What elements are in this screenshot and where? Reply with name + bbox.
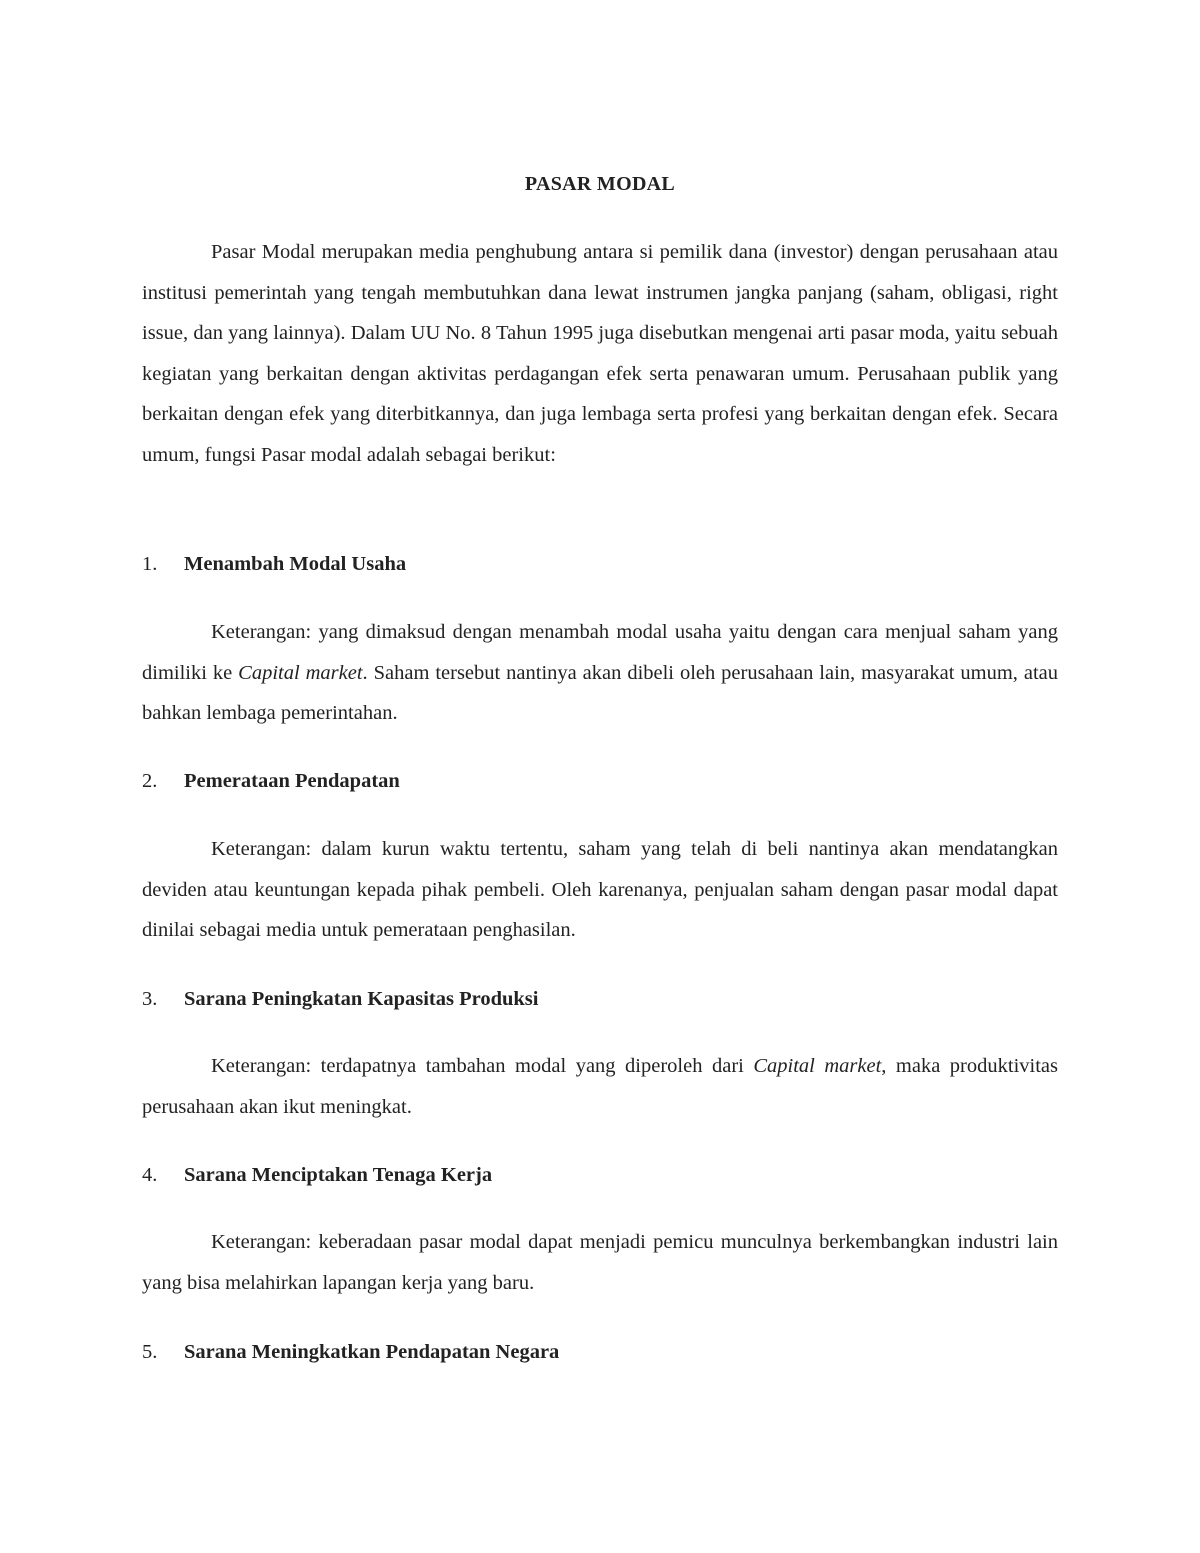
list-item-description-4 — [142, 1222, 1058, 1303]
list-item-title: Pemerataan Pendapatan — [184, 770, 400, 792]
description-italic-text: Capital market — [238, 661, 363, 684]
description-italic-text: Capital market — [753, 1055, 882, 1077]
list-item-heading-5 — [142, 1338, 1058, 1366]
description-text: , maka produktivitas perusahaan akan ikut meningkat. — [142, 1055, 1058, 1118]
document-title: PASAR MODAL — [524, 173, 676, 195]
list-item-number: 4. — [142, 1164, 158, 1186]
list-item-number: 5. — [142, 1341, 158, 1363]
list-item-heading-2 — [142, 767, 1058, 795]
list-item-title: Sarana Peningkatan Kapasitas Produksi — [184, 988, 539, 1010]
list-item-description-2 — [142, 829, 1058, 951]
description-text: Keterangan: keberadaan pasar modal dapat menjadi pemicu munculnya berkembangkan industri lain yang bisa melahirkan lapangan kerja yang baru. — [142, 1231, 1058, 1294]
list-item-description-1 — [142, 612, 1058, 734]
description-text: Keterangan: dalam kurun waktu tertentu, saham yang telah di beli nantinya akan mendatangkan deviden atau keuntungan kepada pihak pembeli. Oleh karenanya, penjualan saham dengan pasar modal dapat dinilai sebagai media untuk pemerataan penghasilan. — [142, 838, 1058, 942]
list-item-number: 1. — [142, 553, 158, 575]
list-item-number: 3. — [142, 988, 158, 1010]
intro-paragraph: Pasar Modal merupakan media penghubung antara si pemilik dana (investor) dengan perusahaan atau institusi pemerintah yang tengah membutuhkan dana lewat instrumen jangka panjang (saham, obligasi, right issue, dan yang lainnya). Dalam UU No. 8 Tahun 1995 juga disebutkan mengenai arti pasar moda, yaitu sebuah kegiatan yang berkaitan dengan aktivitas perdagangan efek serta penawaran umum. Perusahaan publik yang berkaitan dengan efek yang diterbitkannya, dan juga lembaga serta profesi yang berkaitan dengan efek. Secara umum, fungsi Pasar modal adalah sebagai berikut: — [142, 241, 1058, 466]
list-item-heading-4 — [142, 1161, 1058, 1189]
list-item-title: Sarana Menciptakan Tenaga Kerja — [184, 1164, 493, 1186]
list-item-heading-3 — [142, 985, 1058, 1013]
list-item-heading-1 — [142, 550, 1058, 578]
list-item-description-3 — [142, 1046, 1058, 1127]
description-text: Keterangan: terdapatnya tambahan modal yang diperoleh dari — [211, 1055, 754, 1077]
description-text: . Saham tersebut nantinya akan dibeli oleh perusahaan lain, masyarakat umum, atau bahkan lembaga pemerintahan. — [142, 661, 1058, 725]
description-text: Keterangan: yang dimaksud dengan menambah modal usaha yaitu dengan cara menjual saham yang dimiliki ke — [142, 621, 1058, 684]
list-item-number: 2. — [142, 770, 158, 792]
list-item-title: Sarana Meningkatkan Pendapatan Negara — [184, 1341, 560, 1363]
list-item-title: Menambah Modal Usaha — [184, 553, 407, 575]
